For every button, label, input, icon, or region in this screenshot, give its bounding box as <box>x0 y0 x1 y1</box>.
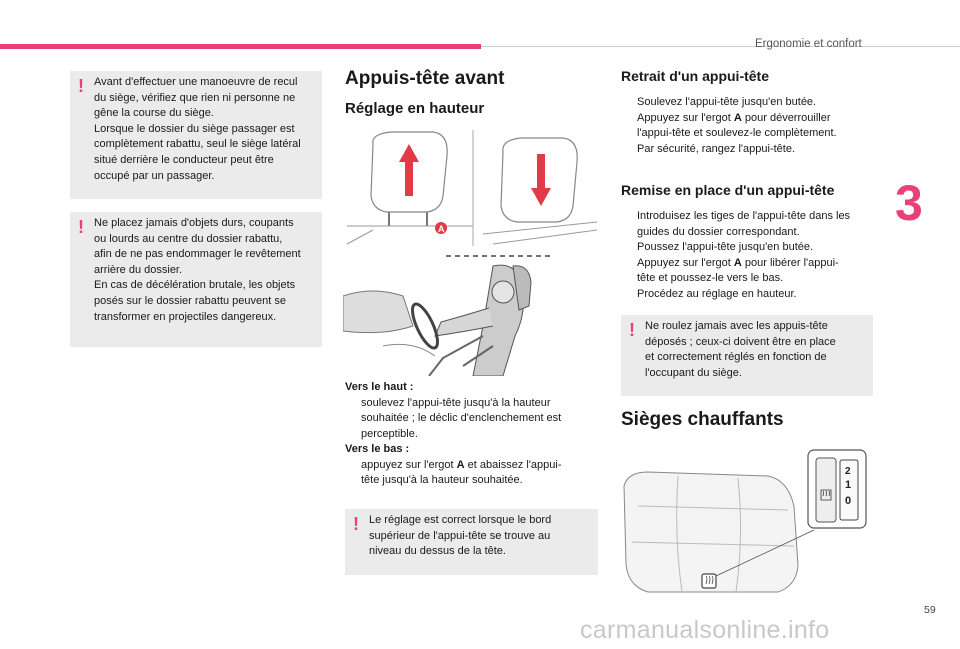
heated-seat-illustration <box>618 446 873 601</box>
marker-a-label: A <box>438 224 445 234</box>
warning-box-recul <box>70 71 322 199</box>
heading-appuis-tete: Appuis-tête avant <box>345 68 505 89</box>
text-line: Soulevez l'appui-tête jusqu'en butée. <box>637 96 817 108</box>
text-line: ou lourds au centre du dossier rabattu, <box>94 232 283 245</box>
heading-retrait: Retrait d'un appui-tête <box>621 68 769 84</box>
text-line: Lorsque le dossier du siège passager est <box>94 122 295 135</box>
retrait-steps <box>621 95 876 157</box>
seat-figure <box>624 472 814 592</box>
warning-icon: ! <box>629 320 635 340</box>
text-line: tête jusqu'à la hauteur souhaitée. <box>361 474 523 486</box>
text-line: Par sécurité, rangez l'appui-tête. <box>637 142 796 155</box>
warning-text <box>645 319 867 381</box>
dial-label-2: 2 <box>845 466 851 477</box>
adjust-instructions <box>345 380 595 489</box>
header-rule <box>481 46 960 47</box>
text-line: supérieur de l'appui-tête se trouve au <box>369 529 551 542</box>
text-line: Ne placez jamais d'objets durs, coupants <box>94 217 294 229</box>
text-line: souhaitée ; le déclic d'enclenchement est <box>361 412 562 424</box>
text-fragment: A <box>733 111 742 124</box>
text-line: Le réglage est correct lorsque le bord <box>369 514 552 526</box>
seat-heater-dial <box>808 450 866 528</box>
text-line: posés sur le dossier rabattu peuvent se <box>94 294 287 307</box>
headrest-up-figure <box>347 132 473 244</box>
text-line: guides du dossier correspondant. <box>637 225 800 238</box>
text-line: Poussez l'appui-tête jusqu'en butée. <box>637 241 814 253</box>
heading-remise: Remise en place d'un appui-tête <box>621 182 835 198</box>
text-line: complètement rabattu, seul le siège latéral <box>94 138 301 151</box>
text-line: perceptible. <box>361 427 418 440</box>
remise-step <box>621 240 881 256</box>
warning-icon: ! <box>353 514 359 534</box>
text-fragment: pour déverrouiller <box>741 111 831 124</box>
text-line: Avant d'effectuer une manoeuvre de recul <box>94 76 298 88</box>
heading-sieges-chauffants: Sièges chauffants <box>621 409 784 430</box>
warning-icon: ! <box>78 76 84 96</box>
text-line <box>637 256 881 272</box>
chapter-number: 3 <box>895 175 923 231</box>
text-line: occupé par un passager. <box>94 169 215 182</box>
text-line: niveau du dessus de la tête. <box>369 545 506 558</box>
text-line: Introduisez les tiges de l'appui-tête dans les <box>637 210 851 222</box>
page-number: 59 <box>924 604 936 616</box>
text-line: situé derrière le conducteur peut être <box>94 153 274 166</box>
retrait-step <box>621 111 876 142</box>
warning-text <box>94 75 316 184</box>
text-fragment: Appuyez sur l'ergot <box>637 111 734 124</box>
text-line: Ne roulez jamais avec les appuis-tête <box>645 320 828 332</box>
warning-text <box>94 216 316 325</box>
text-fragment: Appuyez sur l'ergot <box>637 256 734 269</box>
remise-step <box>621 256 881 287</box>
headrest-down-figure <box>483 138 597 244</box>
warning-box-objets <box>70 212 322 347</box>
headrest-illustration <box>343 126 598 376</box>
text-line: soulevez l'appui-tête jusqu'à la hauteur <box>361 396 551 409</box>
text-fragment: appuyez sur l'ergot <box>361 458 457 471</box>
remise-step <box>621 287 881 303</box>
label-vers-le-bas: Vers le bas : <box>345 443 410 455</box>
warning-icon: ! <box>78 217 84 237</box>
dial-label-0: 0 <box>845 495 852 507</box>
text-line: arrière du dossier. <box>94 263 183 276</box>
text-line: En cas de décélération brutale, les objets <box>94 279 296 292</box>
text-line <box>637 111 876 127</box>
text-line: du siège, vérifiez que rien ni personne ne <box>94 91 296 104</box>
text-line: Procédez au réglage en hauteur. <box>637 287 797 300</box>
text-line: tête et poussez-le vers le bas. <box>637 272 784 284</box>
step-up <box>345 396 595 443</box>
text-line: l'occupant du siège. <box>645 366 742 379</box>
section-title: Ergonomie et confort <box>755 38 862 50</box>
text-fragment: A <box>456 458 465 471</box>
text-fragment: A <box>733 256 742 269</box>
text-line: l'appui-tête et soulevez-le complètement. <box>637 127 837 139</box>
note-box-reglage <box>345 509 598 575</box>
note-text <box>369 513 592 560</box>
retrait-step <box>621 95 876 111</box>
text-fragment: pour libérer l'appui- <box>741 256 839 269</box>
text-line: gêne la course du siège. <box>94 107 214 120</box>
warning-box-appuis <box>621 315 873 396</box>
watermark: carmanualsonline.info <box>580 616 830 644</box>
remise-steps <box>621 209 881 302</box>
header-accent-bar <box>0 44 481 49</box>
text-line: déposés ; ceux-ci doivent être en place <box>645 335 836 348</box>
text-line <box>361 458 595 474</box>
text-line: transformer en projectiles dangereux. <box>94 310 277 323</box>
retrait-step <box>621 142 876 158</box>
subheading-reglage: Réglage en hauteur <box>345 100 485 117</box>
driver-seat-figure <box>343 258 598 376</box>
label-vers-le-haut: Vers le haut : <box>345 381 414 393</box>
text-fragment: et abaissez l'appui- <box>464 458 562 471</box>
text-line: et correctement réglés en fonction de <box>645 351 827 364</box>
dial-label-1: 1 <box>845 479 852 491</box>
remise-step <box>621 209 881 240</box>
text-line: afin de ne pas endommager le revêtement <box>94 248 301 261</box>
step-down <box>345 458 595 489</box>
